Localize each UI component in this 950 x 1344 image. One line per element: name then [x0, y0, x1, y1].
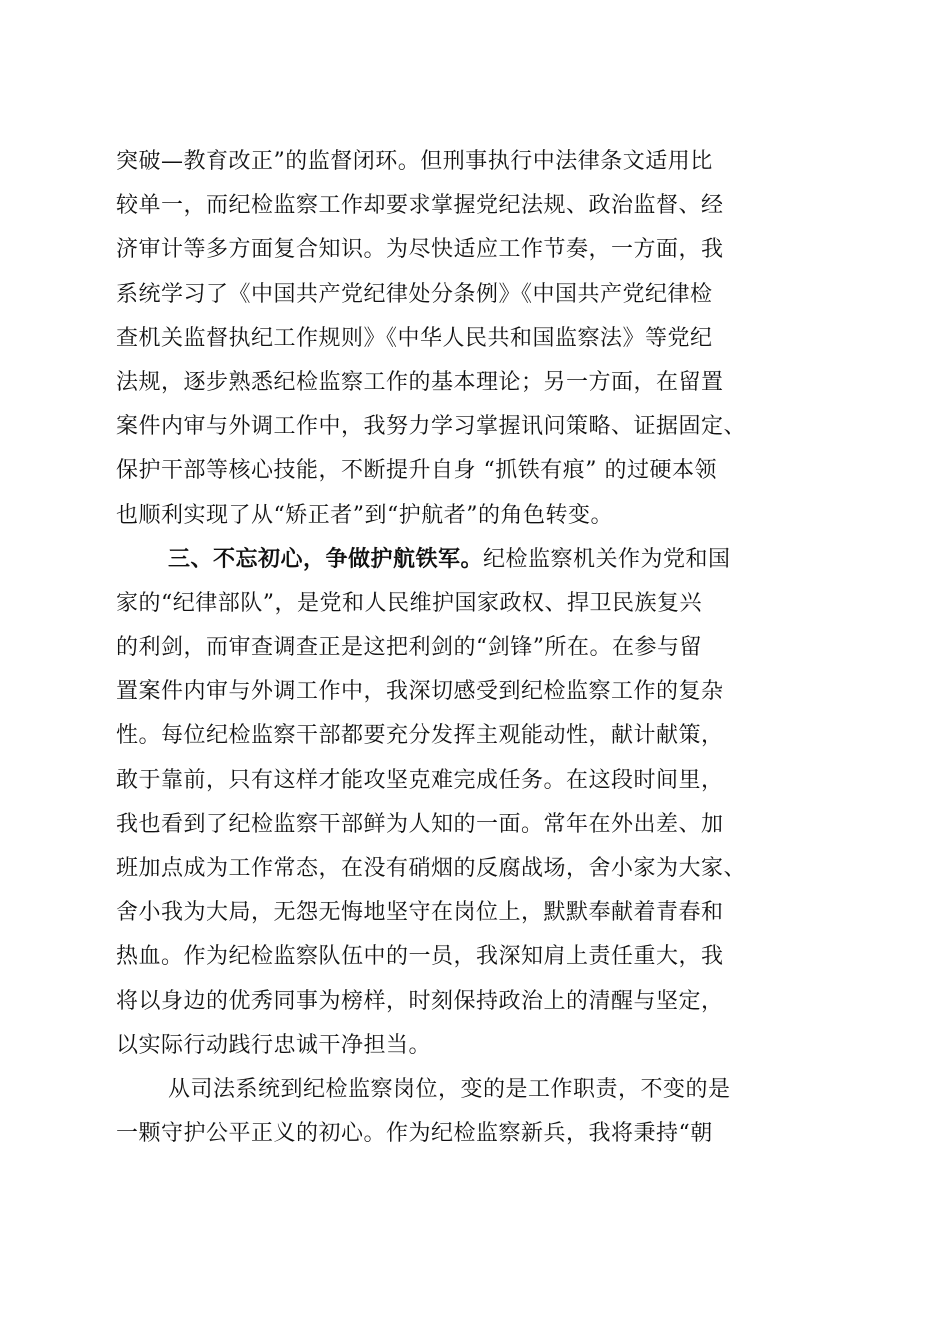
text-line: 案件内审与外调工作中，我努力学习掌握讯问策略、证据固定、: [116, 414, 747, 440]
text-line: 也顺利实现了从“矫正者”到“护航者”的角色转变。: [116, 502, 613, 528]
text-line: 的利剑，而审查调查正是这把利剑的“剑锋”所在。在参与留: [116, 635, 702, 661]
text-line: 舍小我为大局，无怨无悔地坚守在岗位上，默默奉献着青春和: [116, 900, 724, 926]
text-line: 家的“纪律部队”，是党和人民维护国家政权、捍卫民族复兴: [116, 590, 702, 616]
section-first-line: [116, 538, 836, 582]
text-line: 突破—教育改正”的监督闭环。但刑事执行中法律条文适用比: [116, 149, 713, 174]
text-line: 班加点成为工作常态，在没有硝烟的反腐战场，舍小家为大家、: [116, 856, 747, 881]
text-line: 以实际行动践行忠诚干净担当。: [116, 1032, 432, 1058]
text-line: 热血。作为纪检监察队伍中的一员，我深知肩上责任重大，我: [116, 944, 724, 970]
paragraph-continuation: [116, 140, 836, 538]
document-body: [116, 140, 836, 1156]
text-line: 查机关监督执纪工作规则》《中华人民共和国监察法》等党纪: [116, 325, 713, 351]
text-line: 性。每位纪检监察干部都要充分发挥主观能动性，献计献策，: [116, 723, 724, 749]
text-line: 置案件内审与外调工作中，我深切感受到纪检监察工作的复杂: [116, 679, 724, 705]
closing-paragraph: [116, 1068, 836, 1156]
text-line: 济审计等多方面复合知识。为尽快适应工作节奏，一方面，我: [116, 237, 724, 263]
text-line: 从司法系统到纪检监察岗位，变的是工作职责，不变的是: [168, 1076, 731, 1102]
text-line: 将以身边的优秀同事为榜样，时刻保持政治上的清醒与坚定，: [116, 988, 724, 1014]
text-line: 保护干部等核心技能，不断提升自身 “抓铁有痕” 的过硬本领: [116, 458, 717, 484]
text-line: 法规，逐步熟悉纪检监察工作的基本理论；另一方面，在留置: [116, 369, 724, 395]
text-line: 我也看到了纪检监察干部鲜为人知的一面。常年在外出差、加: [116, 811, 724, 837]
section-heading: 三、不忘初心，争做护航铁军。: [168, 546, 484, 572]
text-line: 敢于靠前，只有这样才能攻坚克难完成任务。在这段时间里，: [116, 767, 724, 793]
text-line: 较单一，而纪检监察工作却要求掌握党纪法规、政治监督、经: [116, 193, 724, 219]
text-line: 一颗守护公平正义的初心。作为纪检监察新兵，我将秉持“朝: [116, 1121, 713, 1147]
section-first-line-text: 纪检监察机关作为党和国: [483, 546, 731, 572]
text-line: 系统学习了《中国共产党纪律处分条例》《中国共产党纪律检: [116, 281, 713, 307]
section-three-paragraph: [116, 538, 836, 1068]
